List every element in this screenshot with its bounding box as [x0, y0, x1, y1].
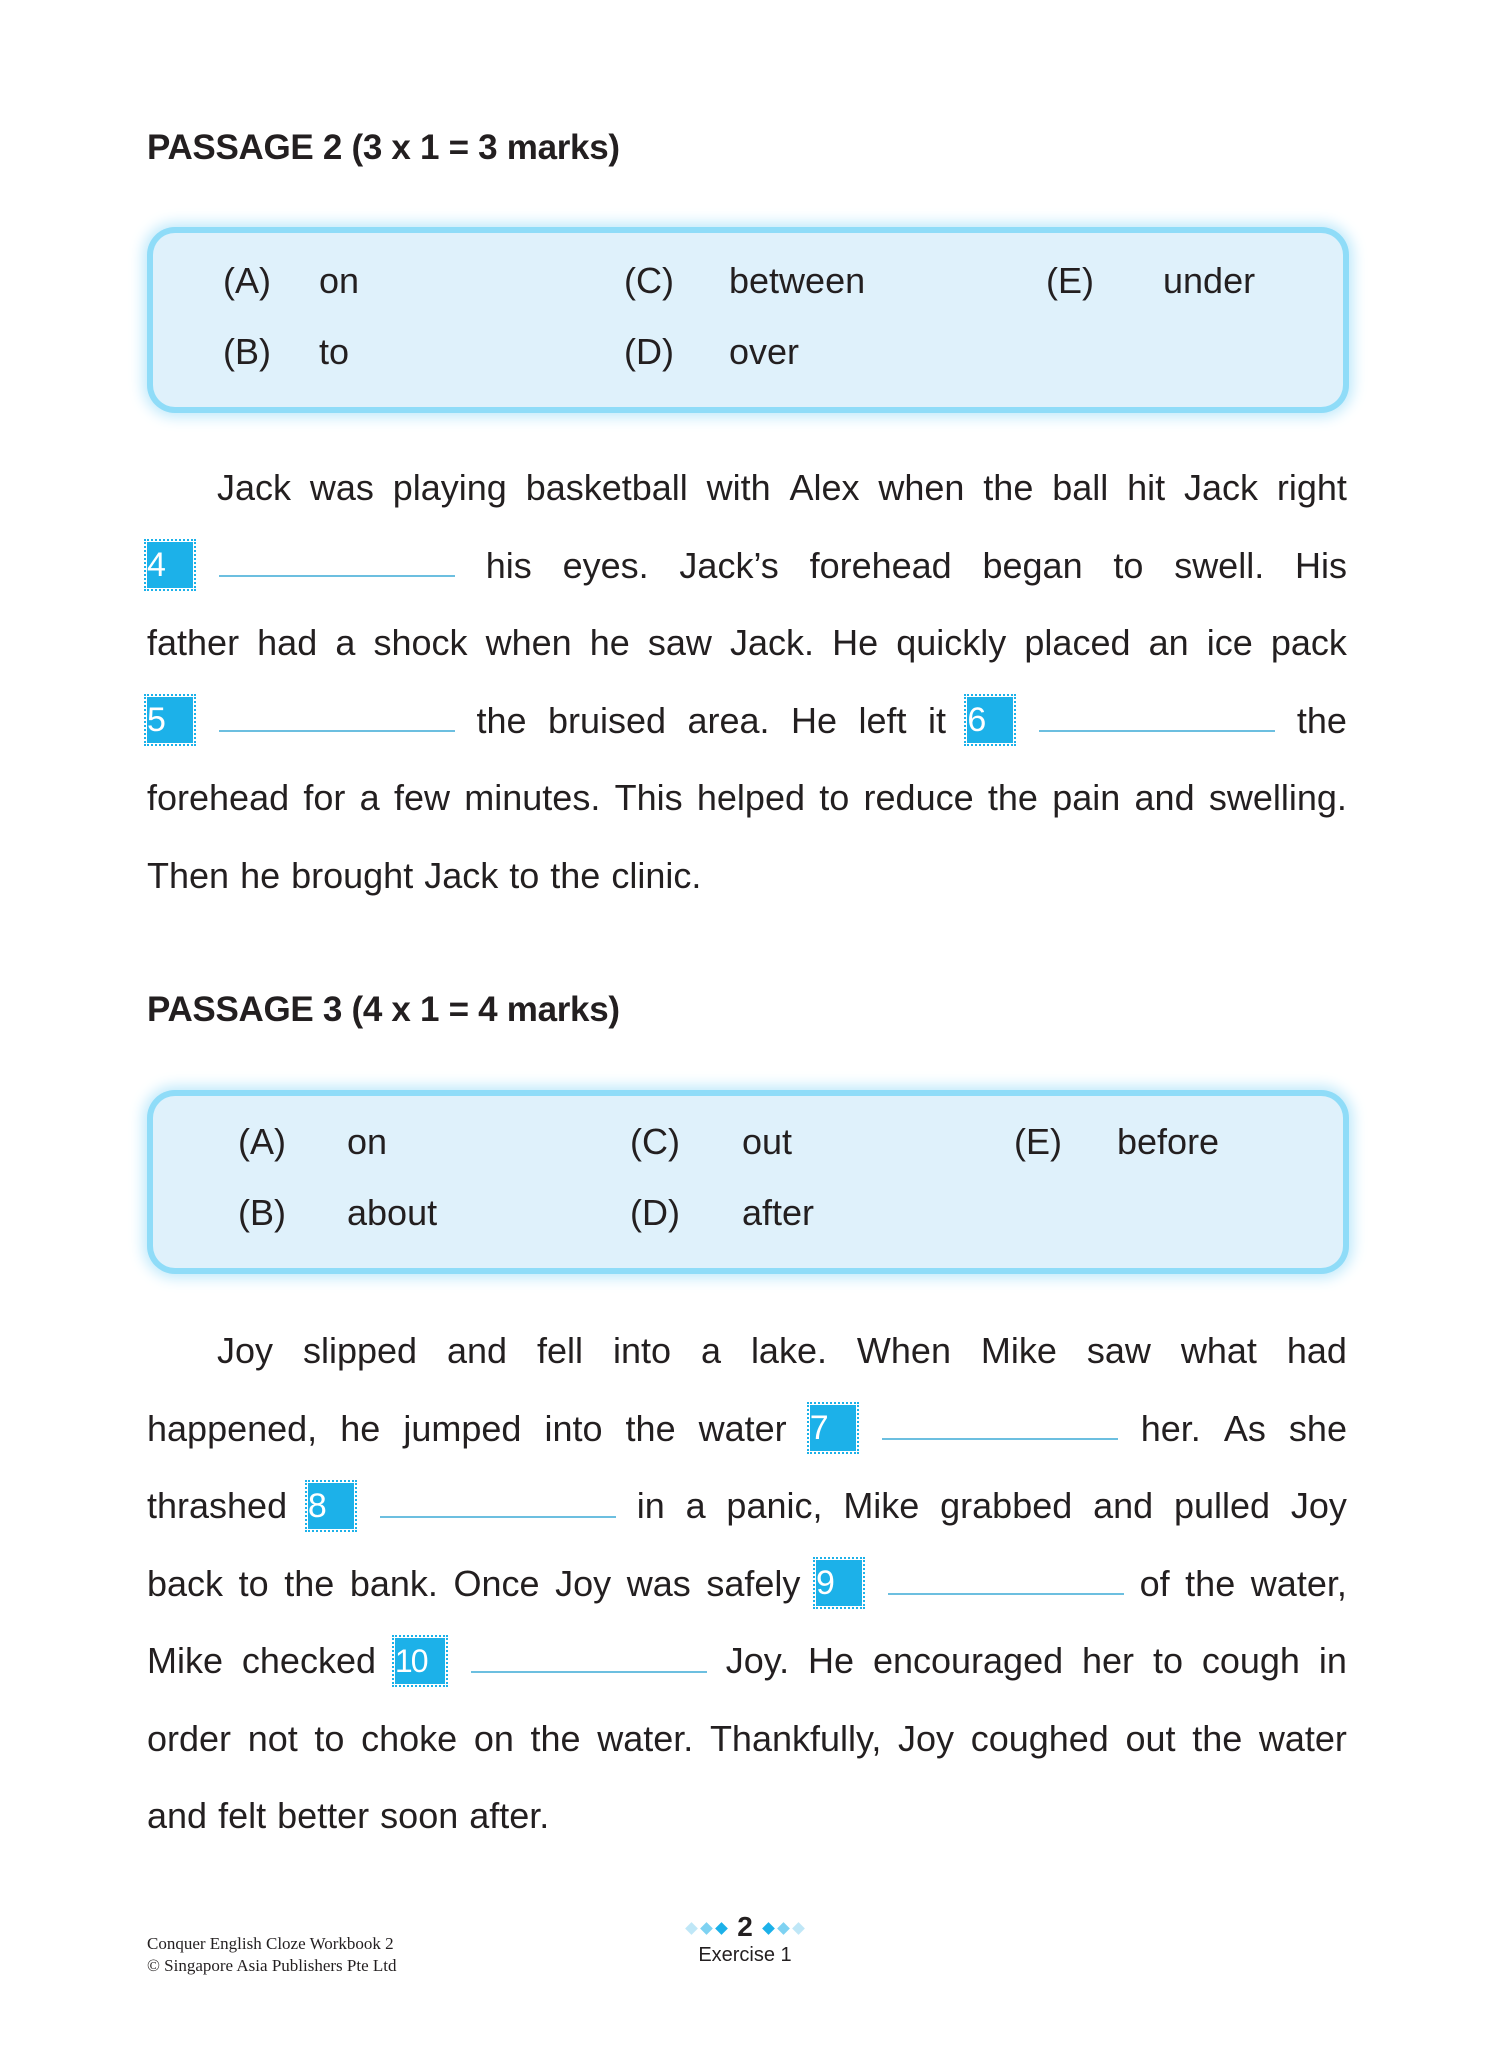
word: bruised	[547, 699, 667, 741]
word: shock	[373, 622, 468, 663]
passage-2-options-box	[153, 233, 1343, 407]
word: choke	[361, 1717, 458, 1759]
option-label: (C)	[624, 260, 674, 301]
word: minutes.	[464, 777, 601, 818]
option-label: (B)	[223, 331, 271, 372]
copyright: © Singapore Asia Publishers Pte Ltd	[147, 1956, 397, 1975]
option-word: between	[729, 260, 866, 301]
diamond-icon	[686, 1922, 699, 1935]
word: had	[1286, 1330, 1347, 1371]
word: after.	[469, 1795, 550, 1836]
blank-7	[810, 1405, 1118, 1451]
word: with	[706, 467, 771, 508]
word: back	[147, 1562, 224, 1604]
word: and	[1093, 1485, 1154, 1526]
option-word: under	[1163, 260, 1256, 301]
diamond-icon	[716, 1922, 729, 1935]
passage-3-options-box	[153, 1096, 1343, 1268]
word: Mike	[147, 1640, 224, 1681]
answer-blank[interactable]	[219, 575, 455, 577]
diamond-icon	[762, 1922, 775, 1935]
word: cough	[1201, 1640, 1300, 1681]
answer-blank[interactable]	[471, 1671, 707, 1673]
word: and	[447, 1330, 508, 1371]
blank-6	[967, 697, 1275, 743]
word: in	[636, 1485, 665, 1526]
word: forehead	[147, 777, 290, 818]
word: Mike	[843, 1485, 920, 1526]
text-line	[147, 837, 1347, 915]
text-line	[147, 682, 1347, 760]
word: checked	[241, 1640, 376, 1681]
word: As	[1223, 1407, 1266, 1449]
word: grabbed	[940, 1485, 1073, 1526]
option-word: on	[319, 260, 360, 301]
word: Jack.	[730, 622, 815, 663]
word: father	[147, 622, 240, 663]
word: Jack	[217, 467, 292, 508]
word: the	[987, 777, 1038, 818]
blank-9	[816, 1560, 1124, 1606]
option-label: (C)	[630, 1121, 680, 1162]
option-label: (E)	[1014, 1121, 1062, 1162]
word: what	[1180, 1330, 1257, 1371]
book-title: Conquer English Cloze Workbook 2	[147, 1934, 394, 1953]
word: order	[147, 1717, 232, 1759]
word: saw	[1086, 1330, 1151, 1371]
word: Mike	[980, 1330, 1057, 1371]
word: Once	[453, 1562, 540, 1604]
word: bank.	[349, 1562, 438, 1604]
blank-4	[147, 542, 455, 588]
text-line	[147, 1622, 1347, 1700]
text-line	[147, 759, 1347, 837]
diamond-icon	[701, 1922, 714, 1935]
text-line	[147, 604, 1347, 682]
page-number-row	[680, 1912, 810, 1942]
text-line	[147, 1312, 1347, 1390]
question-number-badge: 9	[816, 1560, 862, 1606]
word: He	[791, 699, 838, 741]
word: reduce	[863, 777, 974, 818]
word: a	[700, 1330, 721, 1371]
option-label: (A)	[238, 1121, 286, 1162]
word: jumped	[403, 1407, 522, 1449]
diamond-icon	[777, 1922, 790, 1935]
word: the	[476, 699, 527, 741]
word: His	[1295, 544, 1347, 586]
word: left	[858, 699, 907, 741]
word: of	[1139, 1562, 1170, 1604]
word: the	[983, 467, 1034, 508]
word: Then	[147, 854, 230, 896]
word: Alex	[789, 467, 860, 508]
option-label: (E)	[1046, 260, 1094, 301]
word: not	[247, 1717, 298, 1759]
word: the	[530, 1717, 581, 1759]
word: slipped	[302, 1330, 418, 1371]
word: to	[314, 1717, 345, 1759]
text-line	[147, 449, 1347, 527]
word: when	[485, 622, 572, 663]
question-number-badge: 4	[147, 542, 193, 588]
word: the	[284, 1562, 335, 1604]
word: into	[612, 1330, 672, 1371]
passage-3-text	[147, 1312, 1347, 1855]
option-word: over	[729, 331, 800, 372]
word: Joy	[898, 1717, 955, 1759]
word: forehead	[809, 544, 952, 586]
word: This	[614, 777, 683, 818]
word: a	[359, 777, 380, 818]
word: Thankfully,	[709, 1717, 882, 1759]
option-word: before	[1117, 1121, 1220, 1162]
word: he	[340, 1407, 381, 1449]
option-word: out	[742, 1121, 793, 1162]
word: the	[550, 854, 601, 896]
word: on	[473, 1717, 514, 1759]
word: ice	[1206, 622, 1253, 663]
word: right	[1276, 467, 1347, 508]
word: coughed	[970, 1717, 1109, 1759]
word: and	[1134, 777, 1195, 818]
option-word: about	[347, 1192, 438, 1233]
word: He	[808, 1640, 855, 1681]
word: he	[240, 854, 281, 896]
word: hit	[1127, 467, 1166, 508]
word: was	[309, 467, 374, 508]
blank-10	[395, 1638, 707, 1684]
answer-blank[interactable]	[882, 1438, 1118, 1440]
word: Joy	[1290, 1485, 1347, 1526]
word: he	[589, 622, 630, 663]
passage-3-heading: PASSAGE 3 (4 x 1 = 4 marks)	[147, 990, 620, 1029]
word: water,	[1250, 1562, 1347, 1604]
word: to	[1152, 1640, 1183, 1681]
word: she	[1288, 1407, 1347, 1449]
option-word: to	[319, 331, 350, 372]
word: water.	[597, 1717, 694, 1759]
word: had	[257, 622, 318, 663]
footer-credits	[147, 1933, 397, 1977]
option-word: on	[347, 1121, 388, 1162]
word: a	[685, 1485, 706, 1526]
question-number-badge: 6	[967, 697, 1013, 743]
word: pack	[1270, 622, 1347, 663]
word: saw	[647, 622, 712, 663]
page-footer	[680, 1912, 810, 1968]
answer-blank[interactable]	[888, 1593, 1124, 1595]
word: Joy	[555, 1562, 612, 1604]
word: in	[1318, 1640, 1347, 1681]
question-number-badge: 10	[395, 1638, 445, 1684]
word: basketball	[525, 467, 688, 508]
word: the	[1185, 1562, 1236, 1604]
word: fell	[537, 1330, 584, 1371]
word: pulled	[1173, 1485, 1271, 1526]
word: eyes.	[562, 544, 649, 586]
word: his	[485, 544, 532, 586]
word: lake.	[750, 1330, 827, 1371]
text-line	[147, 527, 1347, 605]
word: when	[878, 467, 965, 508]
word: Jack’s	[679, 544, 779, 586]
word: ball	[1052, 467, 1109, 508]
word: pain	[1052, 777, 1121, 818]
word: swell.	[1174, 544, 1265, 586]
word: thrashed	[147, 1485, 288, 1526]
question-number-badge: 5	[147, 697, 193, 743]
text-line	[147, 1777, 1347, 1855]
word: the	[1192, 1717, 1243, 1759]
option-label: (A)	[223, 260, 271, 301]
word: for	[303, 777, 346, 818]
word: helped	[696, 777, 805, 818]
question-number-badge: 8	[308, 1483, 354, 1529]
word: water	[698, 1407, 787, 1449]
word: playing	[392, 467, 507, 508]
word: brought	[291, 854, 414, 896]
word: Joy	[217, 1330, 274, 1371]
word: Jack	[1183, 467, 1258, 508]
word: quickly	[896, 622, 1007, 663]
text-line	[147, 1390, 1347, 1468]
word: her	[1082, 1640, 1135, 1681]
answer-blank[interactable]	[1039, 730, 1275, 732]
word: better	[277, 1795, 370, 1836]
passage-2-heading: PASSAGE 2 (3 x 1 = 3 marks)	[147, 128, 620, 167]
option-label: (D)	[624, 331, 674, 372]
word: and	[147, 1795, 208, 1836]
text-line	[147, 1545, 1347, 1623]
page-number: 2	[737, 1911, 753, 1942]
word: to	[1113, 544, 1144, 586]
word: area.	[687, 699, 770, 741]
word: He	[832, 622, 879, 663]
option-word: after	[742, 1192, 815, 1233]
word: was	[626, 1562, 691, 1604]
word: an	[1148, 622, 1189, 663]
word: it	[927, 699, 946, 741]
word: happened,	[147, 1407, 318, 1449]
word: Jack	[424, 854, 499, 896]
word: few	[393, 777, 450, 818]
exercise-label: Exercise 1	[698, 1944, 792, 1966]
question-number-badge: 7	[810, 1405, 856, 1451]
word: to	[238, 1562, 269, 1604]
word: encouraged	[872, 1640, 1064, 1681]
word: soon	[380, 1795, 459, 1836]
word: began	[982, 544, 1083, 586]
word: the	[625, 1407, 676, 1449]
text-line	[147, 1467, 1347, 1545]
word: Joy.	[725, 1640, 790, 1681]
word: to	[819, 777, 850, 818]
text-line	[147, 1700, 1347, 1778]
diamond-icon	[792, 1922, 805, 1935]
word: her.	[1140, 1407, 1201, 1449]
blank-8	[308, 1483, 616, 1529]
answer-blank[interactable]	[219, 730, 455, 732]
word: placed	[1024, 622, 1131, 663]
word: swelling.	[1208, 777, 1347, 818]
word: safely	[706, 1562, 801, 1604]
blank-5	[147, 697, 455, 743]
word: a	[335, 622, 356, 663]
word: felt	[218, 1795, 267, 1836]
word: When	[856, 1330, 951, 1371]
option-label: (B)	[238, 1192, 286, 1233]
word: to	[509, 854, 540, 896]
option-label: (D)	[630, 1192, 680, 1233]
word: panic,	[726, 1485, 823, 1526]
word: water	[1258, 1717, 1347, 1759]
answer-blank[interactable]	[380, 1516, 616, 1518]
word: into	[544, 1407, 603, 1449]
word: the	[1296, 699, 1347, 741]
word: out	[1125, 1717, 1176, 1759]
passage-2-text	[147, 449, 1347, 914]
word: clinic.	[611, 854, 702, 896]
